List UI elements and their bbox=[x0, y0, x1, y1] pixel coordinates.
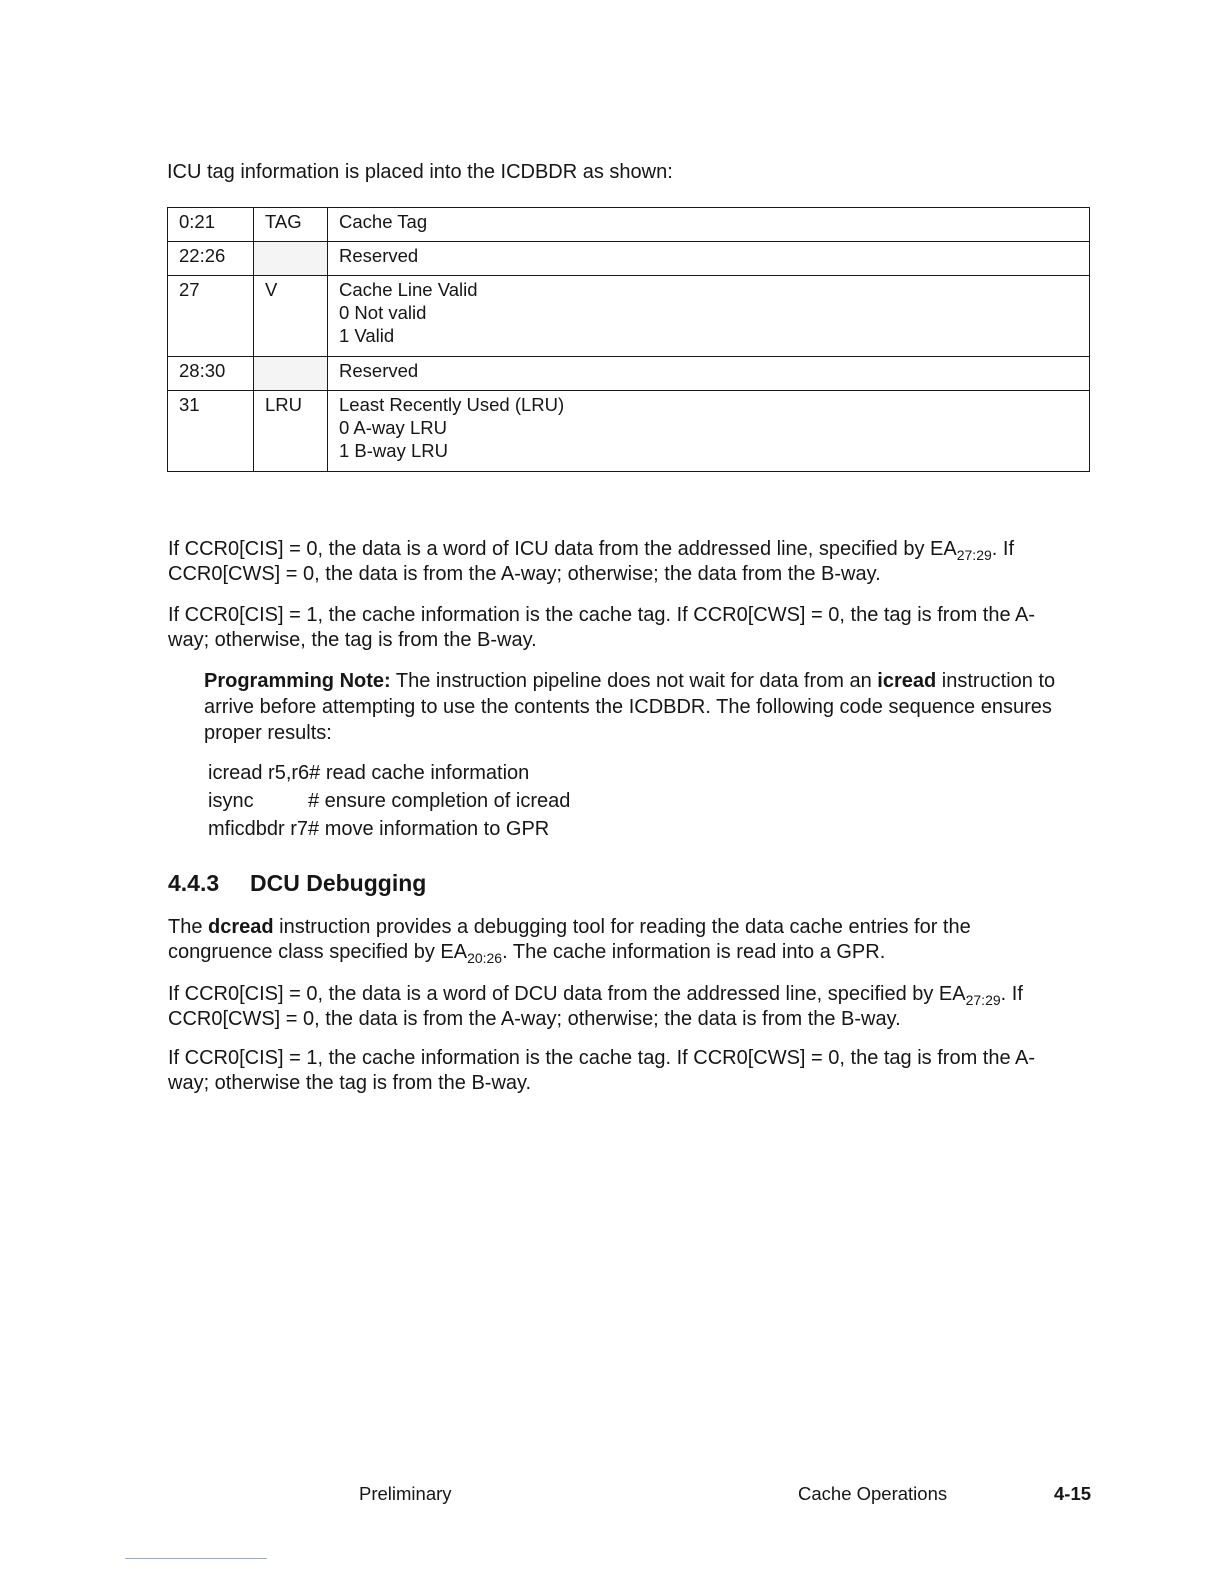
icdbdr-tag-table bbox=[167, 207, 1090, 472]
bit-range: 27 bbox=[168, 276, 254, 357]
description-line: Cache Tag bbox=[339, 211, 428, 232]
icu-tag-paragraph: If CCR0[CIS] = 1, the cache information is the cache tag. If CCR0[CWS] = 0, the tag is from the A-way; otherwise, the tag is from the B-way. bbox=[168, 604, 1036, 651]
field-name bbox=[254, 357, 328, 391]
bit-range: 28:30 bbox=[168, 357, 254, 391]
description-line: 0 Not valid bbox=[339, 302, 427, 323]
programming-note: Programming Note: The instruction pipeline does not wait for data from an icread instruction to arrive before attempting to use the contents the ICDBDR. The following code sequence ensures proper results: bbox=[204, 670, 1056, 744]
field-name: LRU bbox=[254, 391, 328, 472]
dcread-paragraph: The dcread instruction provides a debugging tool for reading the data cache entries for the congruence class specified by $EA_{20:26}$. The cache information is read into a GPR. bbox=[168, 916, 971, 966]
scan-artifact-line bbox=[125, 1558, 267, 1559]
page-number: 4-15 bbox=[1054, 1483, 1092, 1504]
bit-range: 0:21 bbox=[168, 208, 254, 242]
code-line: mficdbdr r7 # move information to GPR bbox=[208, 818, 550, 840]
table-row bbox=[168, 242, 1090, 276]
field-description bbox=[328, 357, 1090, 391]
section-title: DCU Debugging bbox=[250, 870, 427, 896]
footer-status: Preliminary bbox=[359, 1483, 452, 1504]
footer-chapter: Cache Operations bbox=[798, 1483, 948, 1504]
code-sequence bbox=[208, 759, 570, 843]
code-line: icread r5,r6 # read cache information bbox=[208, 762, 530, 784]
field-description bbox=[328, 242, 1090, 276]
description-line: Reserved bbox=[339, 245, 419, 266]
section-number: 4.4.3 bbox=[168, 870, 220, 896]
description-line: 0 A-way LRU bbox=[339, 417, 447, 438]
description-line: Cache Line Valid bbox=[339, 279, 478, 300]
table-row bbox=[168, 391, 1090, 472]
icu-data-paragraph: If CCR0[CIS] = 0, the data is a word of ICU data from the addressed line, specified by $EA_{27:29}$. If CCR0[CWS] = 0, the data is from the A-way; otherwise; the data from the B-way. bbox=[168, 538, 1015, 585]
field-description bbox=[328, 276, 1090, 357]
instruction-keyword: icread bbox=[877, 670, 937, 692]
description-line: 1 Valid bbox=[339, 325, 395, 346]
bit-range: 22:26 bbox=[168, 242, 254, 276]
field-description bbox=[328, 391, 1090, 472]
description-line: 1 B-way LRU bbox=[339, 440, 448, 461]
table-intro: ICU tag information is placed into the ICDBDR as shown: bbox=[167, 161, 673, 183]
field-name bbox=[254, 242, 328, 276]
field-name: TAG bbox=[254, 208, 328, 242]
code-line: isync # ensure completion of icread bbox=[208, 790, 571, 812]
section-heading bbox=[168, 870, 426, 897]
instruction-keyword: dcread bbox=[208, 916, 274, 938]
bit-range: 31 bbox=[168, 391, 254, 472]
field-description bbox=[328, 208, 1090, 242]
note-label: Programming Note: bbox=[204, 670, 391, 692]
description-line: Least Recently Used (LRU) bbox=[339, 394, 565, 415]
dcu-tag-paragraph: If CCR0[CIS] = 1, the cache information is the cache tag. If CCR0[CWS] = 0, the tag is from the A-way; otherwise the tag is from the B-way. bbox=[168, 1047, 1036, 1094]
table-row bbox=[168, 357, 1090, 391]
dcu-data-paragraph: If CCR0[CIS] = 0, the data is a word of DCU data from the addressed line, specified by $EA_{27:29}$. If CCR0[CWS] = 0, the data is from the A-way; otherwise; the data is from the B-way. bbox=[168, 983, 1023, 1030]
description-line: Reserved bbox=[339, 360, 419, 381]
table-row bbox=[168, 208, 1090, 242]
table-row bbox=[168, 276, 1090, 357]
field-name: V bbox=[254, 276, 328, 357]
